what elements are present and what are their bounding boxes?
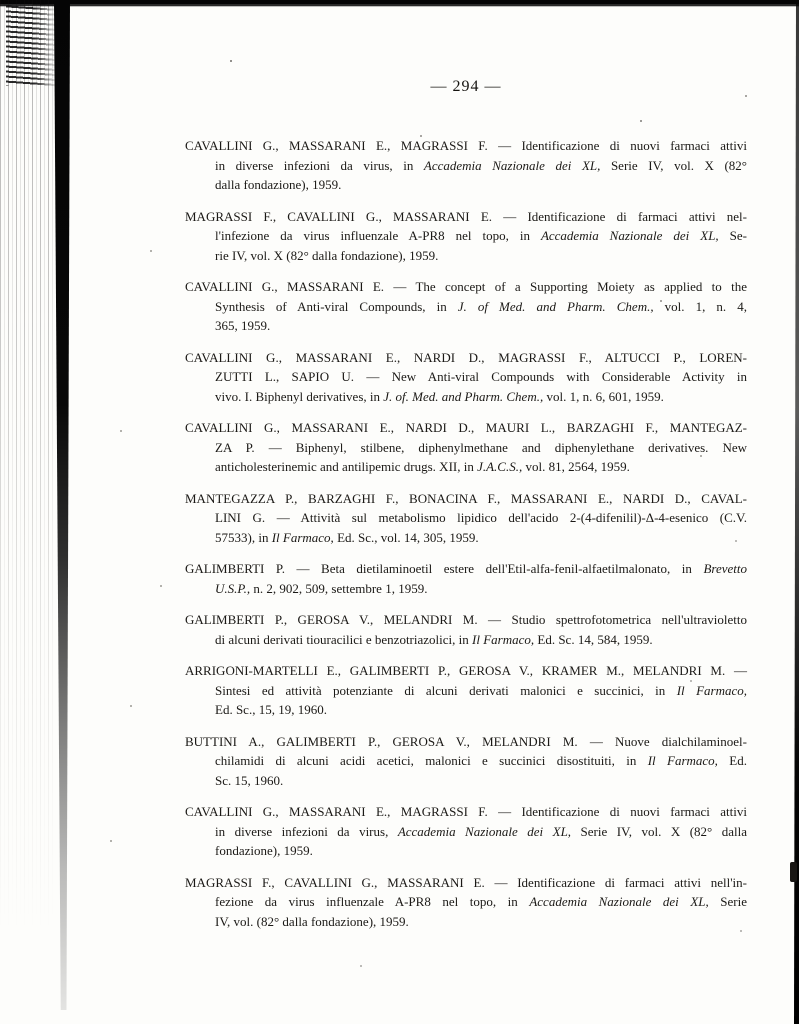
reference-text: Ed. (717, 753, 747, 768)
reference-text: Ed. Sc., vol. 14, 305, 1959. (333, 529, 479, 545)
reference-text: vol. 1, n. 4, (653, 298, 747, 314)
reference-text: BUTTINI A., GALIMBERTI P., GEROSA V., MELANDRI M. — Nuove dialchilaminoel- (185, 733, 747, 749)
reference-entry (185, 136, 747, 195)
reference-line (185, 156, 747, 176)
reference-line (185, 873, 747, 893)
reference-entry (185, 418, 747, 477)
reference-text: rie IV, vol. X (82° dalla fondazione), 1959. (215, 247, 439, 263)
reference-text: Ed. Sc., 15, 19, 1960. (215, 702, 327, 717)
reference-entry (185, 873, 747, 932)
reference-text: 57533), in (215, 529, 272, 545)
reference-text: ZUTTI L., SAPIO U. — New Anti-viral Compounds with Considerable Activity in (215, 369, 747, 384)
reference-text: fezione da virus influenzale A-PR8 nel topo, in (215, 894, 530, 909)
reference-line (185, 912, 747, 932)
reference-line (185, 316, 747, 336)
scan-speckles (0, 0, 2, 2)
reference-line (185, 700, 747, 720)
reference-text: MANTEGAZZA P., BARZAGHI F., BONACINA F., MASSARANI E., NARDI D., CAVAL- (185, 490, 747, 506)
reference-text: CAVALLINI G., MASSARANI E., NARDI D., MAURI L., BARZAGHI F., MANTEGAZ- (185, 420, 747, 435)
journal-title: Accademia Nazionale dei XL, (397, 823, 572, 839)
reference-text: vol. 81, 2564, 1959. (522, 459, 630, 474)
journal-title: J. of. Med. and Pharm. Chem., (383, 388, 544, 404)
reference-line (185, 508, 747, 528)
reference-line (185, 610, 747, 630)
reference-text: GALIMBERTI P., GEROSA V., MELANDRI M. — Studio spettrofotometrica nell'ultravioletto (185, 612, 747, 627)
reference-line (185, 348, 747, 368)
reference-entry (185, 802, 747, 861)
binding-shadow-bar (54, 0, 70, 1010)
reference-entry (185, 277, 747, 336)
reference-line (185, 841, 747, 861)
reference-line (185, 802, 747, 822)
reference-line (185, 822, 747, 842)
page-number: — 294 — (430, 78, 502, 95)
reference-text: LINI G. — Attività sul metabolismo lipidico dell'acido 2-(4-difenilil)-Δ-4-esenico (C.V. (215, 510, 747, 525)
scan-top-edge (0, 0, 799, 7)
reference-text: vol. 1, n. 6, 601, 1959. (543, 388, 664, 404)
gutter-top-hatch (6, 4, 58, 86)
reference-text: in diverse infezioni da virus, in (215, 157, 424, 173)
reference-entry (185, 661, 747, 720)
reference-entry (185, 207, 747, 266)
reference-line (185, 681, 747, 701)
reference-text: fondazione), 1959. (215, 843, 313, 858)
reference-line (185, 732, 747, 752)
reference-text: anticholesterinemic and antilipemic drugs. XII, in (215, 459, 478, 474)
reference-text: vivo. I. Biphenyl derivatives, in (215, 388, 384, 404)
reference-line (185, 528, 747, 548)
reference-text: di alcuni derivati tiouracilici e benzotriazolici, in (215, 631, 473, 647)
reference-line (185, 751, 747, 771)
reference-line (185, 771, 747, 791)
reference-entry (185, 489, 747, 548)
journal-title: Accademia Nazionale dei XL, (529, 894, 709, 909)
reference-line (185, 297, 747, 317)
reference-line (185, 438, 747, 458)
reference-line (185, 277, 747, 297)
reference-text: Serie IV, vol. X (82° dalla (571, 823, 747, 839)
reference-text: ZA P. — Biphenyl, stilbene, diphenylmethane and diphenylethane derivatives. New (215, 439, 747, 455)
reference-entry (185, 348, 747, 407)
reference-text: l'infezione da virus influenzale A-PR8 nel topo, in (215, 228, 541, 243)
reference-line (185, 246, 747, 266)
journal-title: Il Farmaco, (472, 631, 535, 647)
reference-line (185, 661, 747, 681)
reference-text: Serie IV, vol. X (82° (600, 157, 747, 173)
reference-line (185, 579, 747, 599)
reference-text: n. 2, 902, 509, settembre 1, 1959. (250, 580, 428, 596)
reference-line (185, 367, 747, 387)
journal-title: Il Farmaco, (271, 529, 334, 545)
reference-text: dalla fondazione), 1959. (215, 177, 342, 192)
journal-title: J. of Med. and Pharm. Chem., (457, 298, 654, 314)
scan-right-mark (790, 862, 797, 882)
reference-text: Se- (718, 228, 747, 243)
journal-title: Brevetto (703, 561, 747, 576)
reference-text: Synthesis of Anti-viral Compounds, in (215, 298, 458, 314)
reference-text: CAVALLINI G., MASSARANI E., MAGRASSI F. — Identificazione di nuovi farmaci attivi (185, 804, 747, 819)
journal-title: J.A.C.S., (477, 459, 523, 474)
reference-text: GALIMBERTI P. — Beta dietilaminoetil estere dell'Etil-alfa-fenil-alfaetilmalonato, in (185, 561, 704, 576)
reference-text: in diverse infezioni da virus, (215, 823, 398, 839)
journal-title: Accademia Nazionale dei XL, (540, 228, 719, 243)
reference-text: chilamidi di alcuni acidi acetici, malonici e succinici disostituiti, in (215, 753, 648, 768)
reference-list (185, 136, 747, 943)
reference-text: MAGRASSI F., CAVALLINI G., MASSARANI E. — Identificazione di farmaci attivi nell'in- (185, 874, 747, 890)
reference-entry (185, 610, 747, 649)
reference-line (185, 207, 747, 227)
reference-text: CAVALLINI G., MASSARANI E., MAGRASSI F. — Identificazione di nuovi farmaci attivi (185, 138, 747, 153)
reference-entry (185, 732, 747, 791)
reference-line (185, 457, 747, 477)
reference-entry (185, 559, 747, 598)
reference-text: IV, vol. (82° dalla fondazione), 1959. (215, 913, 409, 929)
reference-text: 365, 1959. (215, 318, 271, 333)
reference-text: CAVALLINI G., MASSARANI E. — The concept of a Supporting Moiety as applied to the (185, 279, 747, 294)
reference-line (185, 630, 747, 650)
reference-text: Sintesi ed attività potenziante di alcuni derivati malonici e succinici, in (215, 682, 677, 698)
reference-text: Serie (708, 894, 747, 909)
reference-text: CAVALLINI G., MASSARANI E., NARDI D., MAGRASSI F., ALTUCCI P., LOREN- (185, 349, 747, 365)
reference-text: MAGRASSI F., CAVALLINI G., MASSARANI E. — Identificazione di farmaci attivi nel- (185, 208, 747, 224)
reference-text: Sc. 15, 1960. (215, 772, 284, 788)
reference-line (185, 175, 747, 195)
reference-line (185, 489, 747, 509)
reference-text: Ed. Sc. 14, 584, 1959. (534, 631, 653, 647)
reference-line (185, 136, 747, 156)
journal-title: Il Farmaco, (647, 753, 718, 768)
journal-title: Accademia Nazionale dei XL, (423, 157, 601, 173)
journal-title: Il Farmaco, (676, 682, 747, 698)
reference-line (185, 559, 747, 579)
reference-line (185, 418, 747, 438)
journal-title: U.S.P., (215, 580, 251, 596)
reference-text: ARRIGONI-MARTELLI E., GALIMBERTI P., GEROSA V., KRAMER M., MELANDRI M. — (185, 663, 747, 678)
reference-line (185, 892, 747, 912)
reference-line (185, 387, 747, 407)
book-gutter-texture (0, 0, 56, 930)
reference-line (185, 226, 747, 246)
